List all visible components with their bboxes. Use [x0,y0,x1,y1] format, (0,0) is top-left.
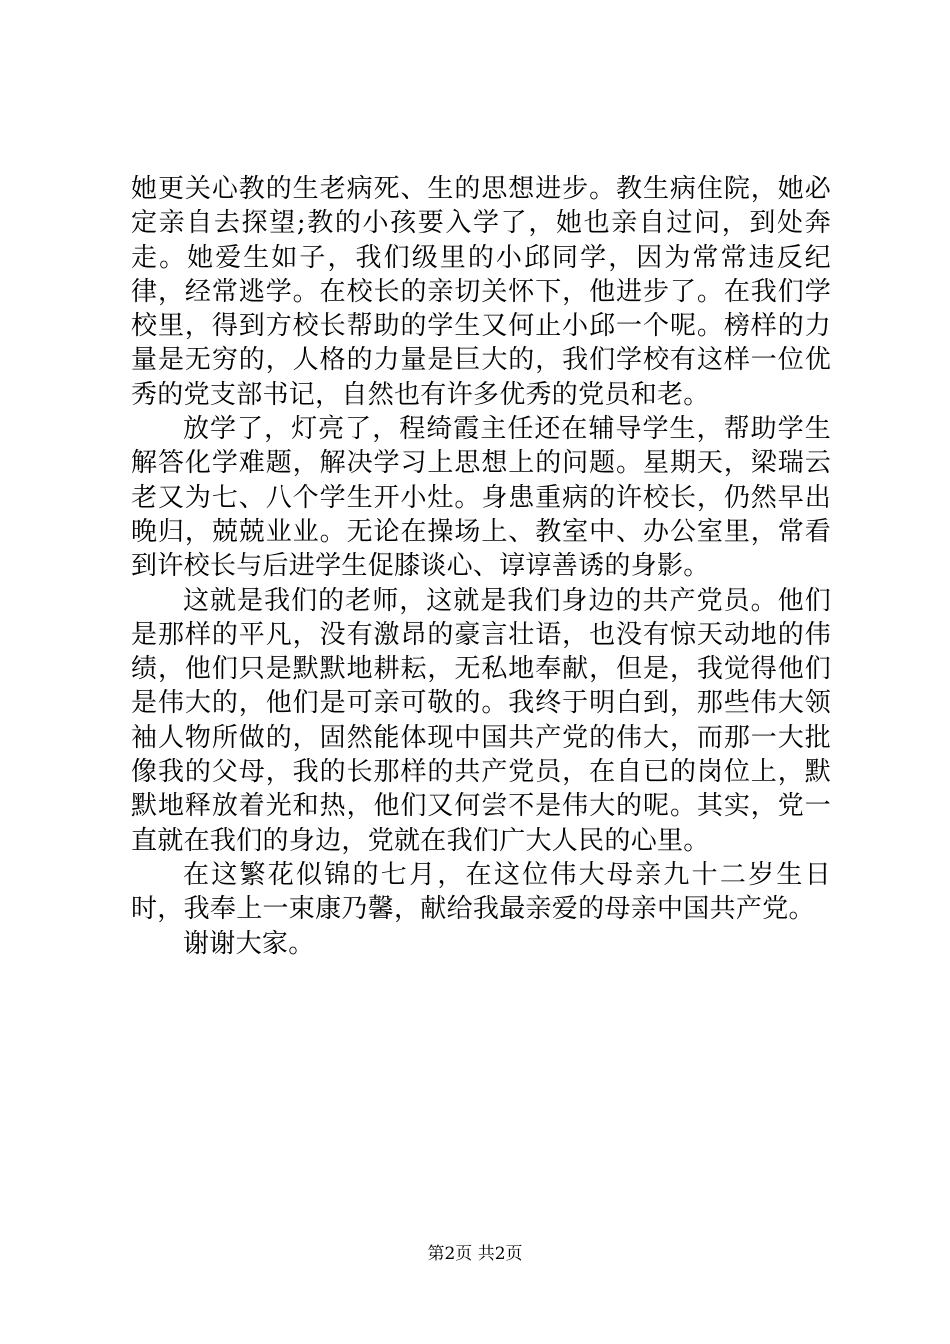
paragraph-3: 这就是我们的老师，这就是我们身边的共产党员。他们是那样的平凡，没有激昂的豪言壮语，也没有惊天动地的伟绩，他们只是默默地耕耘，无私地奉献，但是，我觉得他们是伟大的，他们是可亲可敬的。我终于明白到，那些伟大领袖人物所做的，固然能体现中国共产党的伟大，而那一大批像我的父母，我的长那样的共产党员，在自已的岗位上，默默地释放着光和热，他们又何尝不是伟大的呢。其实，党一直就在我们的身边，党就在我们广大人民的心里。 [131,585,831,856]
paragraph-5: 谢谢大家。 [183,928,315,959]
paragraph-4: 在这繁花似锦的七月，在这位伟大母亲九十二岁生日时，我奉上一束康乃馨，献给我最亲爱的母亲中国共产党。 [131,859,831,925]
paragraph-1: 她更关心教的生老病死、生的思想进步。教生病住院，她必定亲自去探望;教的小孩要入学了，她也亲自过问，到处奔走。她爱生如子，我们级里的小邱同学，因为常常违反纪律，经常逃学。在校长的亲切关怀下，他进步了。在我们学校里，得到方校长帮助的学生又何止小邱一个呢。榜样的力量是无穷的，人格的力量是巨大的，我们学校有这样一位优秀的党支部书记，自然也有许多优秀的党员和老。 [131,174,831,410]
page-footer [0,1242,950,1266]
document-body [131,172,831,961]
page-number: 第2页 共2页 [427,1244,523,1264]
paragraph-2: 放学了，灯亮了，程绮霞主任还在辅导学生，帮助学生解答化学难题，解决学习上思想上的问题。星期天，梁瑞云老又为七、八个学生开小灶。身患重病的许校长，仍然早出晚归，兢兢业业。无论在操场上、教室中、办公室里，常看到许校长与后进学生促膝谈心、谆谆善诱的身影。 [131,414,831,582]
